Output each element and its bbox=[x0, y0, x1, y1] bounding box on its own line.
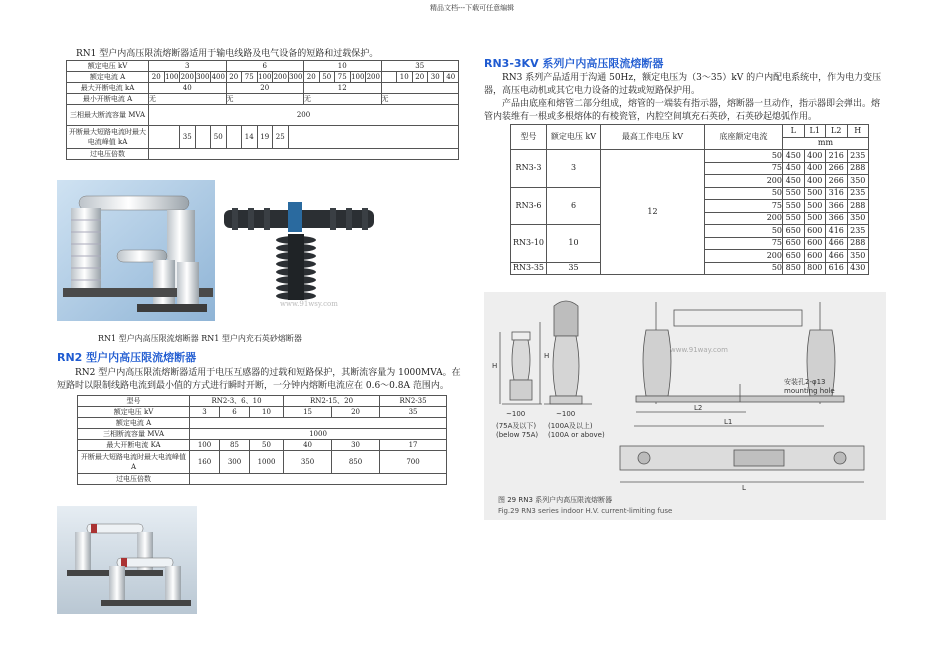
rn2-model: RN2-35 bbox=[380, 396, 447, 407]
rn3-dimension: 800 bbox=[804, 262, 826, 275]
rn2-peak: 350 bbox=[284, 451, 332, 474]
rn3-dimension: 850 bbox=[783, 262, 805, 275]
rn1-current bbox=[381, 72, 397, 83]
rn3-head-mm: mm bbox=[783, 137, 869, 150]
rn3-dimension: 316 bbox=[826, 187, 848, 200]
rn3-dimension: 450 bbox=[783, 150, 805, 163]
rn2-maxbreak: 40 bbox=[284, 440, 332, 451]
rn1-peak-empty bbox=[195, 126, 211, 149]
rn3-dimension: 466 bbox=[826, 250, 848, 263]
rn1-current: 50 bbox=[319, 72, 335, 83]
rn1-current: 20 bbox=[412, 72, 428, 83]
rn1-minbreak-label: 最小开断电流 A bbox=[67, 94, 149, 105]
rn3-model: RN3-3 bbox=[511, 150, 547, 188]
rn3-model: RN3-35 bbox=[511, 262, 547, 275]
rn3-title: RN3-3KV 系列户内高压限流熔断器 bbox=[484, 57, 664, 70]
rn3-voltage: 10 bbox=[547, 225, 601, 263]
rn1-maxbreak: 40 bbox=[149, 83, 227, 94]
rn2-table bbox=[77, 395, 447, 485]
rn1-quartz-fuse-photo bbox=[220, 188, 382, 310]
rn1-peak-empty bbox=[226, 126, 242, 149]
drawing-hole-label: mounting hole bbox=[784, 387, 835, 395]
photo-watermark: www.91wsy.com bbox=[280, 300, 338, 308]
rn3-head-L: L bbox=[783, 125, 805, 138]
rn3-dimension: 288 bbox=[847, 162, 869, 175]
rn1-minbreak: 无 bbox=[304, 94, 382, 105]
rn3-dimension: 616 bbox=[826, 262, 848, 275]
rn3-dimension: 288 bbox=[847, 200, 869, 213]
rn1-intro: RN1 型户内高压限流熔断器适用于输电线路及电气设备的短路和过载保护。 bbox=[76, 49, 379, 59]
rn2-model-label: 型号 bbox=[78, 396, 190, 407]
rn3-voltage: 35 bbox=[547, 262, 601, 275]
rn3-head-L2: L2 bbox=[826, 125, 848, 138]
drawing-note: (75A及以下) bbox=[496, 422, 537, 430]
drawing-note: (100A or above) bbox=[548, 431, 605, 439]
rn3-dimension: 366 bbox=[826, 212, 848, 225]
rn2-maxbreak: 17 bbox=[380, 440, 447, 451]
rn1-current: 300 bbox=[289, 73, 303, 81]
drawing-caption-cn: 图 29 RN3 系列户内高压限流熔断器 bbox=[498, 496, 613, 504]
rn2-model: RN2-3、6、10 bbox=[190, 396, 284, 407]
rn3-table bbox=[510, 124, 869, 275]
rn2-peak: 1000 bbox=[250, 451, 284, 474]
rn3-dimension: 235 bbox=[847, 150, 869, 163]
rn1-voltage: 6 bbox=[226, 61, 304, 72]
rn1-peak-label: 开断最大短路电流时最大电流峰值 kA bbox=[67, 126, 149, 149]
rn1-overcurrent-empty bbox=[149, 149, 459, 160]
drawing-caption-en: Fig.29 RN3 series indoor H.V. current-limiting fuse bbox=[498, 507, 673, 515]
rn3-dimension: 550 bbox=[783, 212, 805, 225]
rn3-dimension: 216 bbox=[826, 150, 848, 163]
drawing-L-label: L bbox=[742, 484, 746, 492]
rn2-peak: 160 bbox=[190, 451, 220, 474]
rn3-base-current: 200 bbox=[705, 250, 783, 263]
rn3-dimension: 400 bbox=[804, 175, 826, 188]
rn2-maxbreak: 50 bbox=[250, 440, 284, 451]
rn1-current: 300 bbox=[196, 73, 210, 81]
rn3-dimension: 350 bbox=[847, 175, 869, 188]
rn2-overvoltage-empty bbox=[190, 474, 447, 485]
rn3-dimension: 450 bbox=[783, 175, 805, 188]
rn2-peak-label: 开断最大短路电流时最大电流峰值 A bbox=[78, 451, 190, 474]
rn1-current: 75 bbox=[242, 72, 258, 83]
rn3-base-current: 50 bbox=[705, 225, 783, 238]
rn3-dimension: 350 bbox=[847, 212, 869, 225]
drawing-L1-label: L1 bbox=[724, 418, 733, 426]
rn3-dimension: 600 bbox=[804, 250, 826, 263]
rn1-overcurrent-label: 过电压倍数 bbox=[67, 149, 149, 160]
rn1-current: 20 bbox=[149, 72, 165, 83]
rn3-dimension: 500 bbox=[804, 200, 826, 213]
rn3-base-current: 50 bbox=[705, 262, 783, 275]
rn1-caption: RN1 型户内高压限流熔断器 RN1 型户内充石英砂熔断器 bbox=[98, 334, 302, 343]
rn3-base-current: 200 bbox=[705, 212, 783, 225]
rn1-capacity-label: 三相最大断流容量 MVA bbox=[67, 105, 149, 126]
rn3-head-maxvoltage: 最高工作电压 kV bbox=[601, 125, 705, 150]
rn3-dimension: 400 bbox=[804, 162, 826, 175]
drawing-L2-label: L2 bbox=[694, 404, 703, 412]
rn1-peak: 14 bbox=[242, 126, 258, 149]
rn3-dimension: 350 bbox=[847, 250, 869, 263]
rn3-dimension: 500 bbox=[804, 212, 826, 225]
rn1-current: 200 bbox=[180, 73, 194, 81]
rn3-dimension: 450 bbox=[783, 162, 805, 175]
rn3-dimension: 500 bbox=[804, 187, 826, 200]
rn1-maxbreak: 12 bbox=[304, 83, 382, 94]
rn2-peak: 300 bbox=[220, 451, 250, 474]
rn3-dimension-drawing bbox=[484, 292, 886, 520]
rn2-voltage: 6 bbox=[220, 407, 250, 418]
rn3-voltage: 3 bbox=[547, 150, 601, 188]
drawing-H-label: H bbox=[544, 352, 550, 360]
rn2-voltage: 15 bbox=[284, 407, 332, 418]
rn3-base-current: 50 bbox=[705, 150, 783, 163]
rn3-model: RN3-10 bbox=[511, 225, 547, 263]
rn1-current: 200 bbox=[366, 73, 380, 81]
drawing-dim: ~100 bbox=[506, 410, 526, 418]
rn3-head-model: 型号 bbox=[511, 125, 547, 150]
rn1-current: 100 bbox=[351, 73, 365, 81]
rn1-current: 100 bbox=[165, 73, 179, 81]
rn3-max-voltage: 12 bbox=[601, 150, 705, 275]
rn3-base-current: 200 bbox=[705, 175, 783, 188]
rn3-dimension: 600 bbox=[804, 225, 826, 238]
drawing-H-label: H bbox=[492, 362, 498, 370]
rn1-minbreak: 无 bbox=[381, 94, 459, 105]
rn2-maxbreak: 30 bbox=[332, 440, 380, 451]
rn2-maxbreak: 100 bbox=[190, 440, 220, 451]
rn3-intro-2: 产品由底座和熔管二部分组成，熔管的一端装有指示器，熔断器一旦动作，指示器即会弹出。熔管内装维有一根或多根熔体的有棱瓷管，内腔空间填充石英砂，石英砂起熄弧作用。 bbox=[484, 99, 881, 122]
drawing-watermark: www.91way.com bbox=[670, 346, 728, 354]
drawing-note: (100A及以上) bbox=[548, 422, 593, 430]
rn2-current-empty bbox=[190, 418, 447, 429]
rn1-current: 75 bbox=[335, 72, 351, 83]
rn3-dimension: 266 bbox=[826, 175, 848, 188]
rn2-maxbreak: 85 bbox=[220, 440, 250, 451]
rn2-voltage: 10 bbox=[250, 407, 284, 418]
rn3-base-current: 75 bbox=[705, 162, 783, 175]
rn2-voltage-label: 额定电压 kV bbox=[78, 407, 190, 418]
rn2-overvoltage-label: 过电压倍数 bbox=[78, 474, 190, 485]
rn1-current: 400 bbox=[211, 73, 225, 81]
rn1-voltage: 35 bbox=[381, 61, 459, 72]
drawing-hole-label: 安装孔2-φ13 bbox=[784, 378, 826, 386]
drawing-note: (below 75A) bbox=[496, 431, 539, 439]
rn1-peak: 35 bbox=[180, 126, 196, 149]
rn1-current: 100 bbox=[258, 73, 272, 81]
rn1-table bbox=[66, 60, 459, 160]
page-header: 精品文档---下载可任意编辑 bbox=[430, 4, 515, 12]
rn1-capacity: 200 bbox=[149, 105, 459, 126]
rn1-peak: 19 bbox=[257, 126, 273, 149]
rn1-current: 10 bbox=[397, 72, 413, 83]
rn3-dimension: 650 bbox=[783, 237, 805, 250]
rn2-voltage: 3 bbox=[190, 407, 220, 418]
rn3-dimension: 416 bbox=[826, 225, 848, 238]
rn3-head-H: H bbox=[847, 125, 869, 138]
rn3-head-voltage: 额定电压 kV bbox=[547, 125, 601, 150]
rn2-fuse-photo bbox=[57, 506, 197, 614]
rn1-current: 30 bbox=[428, 72, 444, 83]
rn2-peak: 700 bbox=[380, 451, 447, 474]
rn3-dimension: 550 bbox=[783, 200, 805, 213]
rn1-peak-empty bbox=[149, 126, 180, 149]
rn2-voltage: 20 bbox=[332, 407, 380, 418]
rn2-capacity-label: 三相断流容量 MVA bbox=[78, 429, 190, 440]
rn1-voltage-label: 额定电压 kV bbox=[67, 61, 149, 72]
rn3-dimension: 366 bbox=[826, 200, 848, 213]
rn3-head-current: 底座额定电流 bbox=[705, 125, 783, 150]
rn2-model: RN2-15、20 bbox=[284, 396, 380, 407]
rn2-maxbreak-label: 最大开断电流 KA bbox=[78, 440, 190, 451]
rn1-current-label: 额定电流 A bbox=[67, 72, 149, 83]
rn1-fuse-photo bbox=[57, 180, 215, 321]
rn1-current: 20 bbox=[304, 72, 320, 83]
rn3-dimension: 650 bbox=[783, 225, 805, 238]
rn1-minbreak: 无 bbox=[226, 94, 304, 105]
rn3-dimension: 600 bbox=[804, 237, 826, 250]
rn3-head-L1: L1 bbox=[804, 125, 826, 138]
rn2-peak: 850 bbox=[332, 451, 380, 474]
rn2-voltage: 35 bbox=[380, 407, 447, 418]
rn3-intro-1: RN3 系列产品适用于沟通 50Hz，额定电压为（3～35）kV 的户内配电系统中，作为电力变压器，高压电动机或其它电力设备的过载或短路保护用。 bbox=[484, 73, 882, 96]
rn3-dimension: 235 bbox=[847, 187, 869, 200]
rn2-title: RN2 型户内高压限流熔断器 bbox=[57, 351, 197, 364]
rn1-peak: 50 bbox=[211, 126, 227, 149]
drawing-dim: ~100 bbox=[556, 410, 576, 418]
rn3-dimension: 400 bbox=[804, 150, 826, 163]
rn2-current-label: 额定电流 A bbox=[78, 418, 190, 429]
rn1-peak-empty bbox=[288, 126, 459, 149]
rn3-dimension: 288 bbox=[847, 237, 869, 250]
rn3-dimension: 430 bbox=[847, 262, 869, 275]
rn3-base-current: 50 bbox=[705, 187, 783, 200]
rn1-minbreak: 无 bbox=[149, 94, 227, 105]
rn3-dimension: 466 bbox=[826, 237, 848, 250]
rn1-maxbreak: 20 bbox=[226, 83, 304, 94]
rn3-base-current: 75 bbox=[705, 237, 783, 250]
rn3-voltage: 6 bbox=[547, 187, 601, 225]
rn2-capacity: 1000 bbox=[190, 429, 447, 440]
rn1-voltage: 10 bbox=[304, 61, 382, 72]
rn3-model: RN3-6 bbox=[511, 187, 547, 225]
rn2-intro: RN2 型户内高压限流熔断器适用于电压互感器的过载和短路保护，其断流容量为 1000MVA。在短路时以限制线路电流到最小值的方式进行瞬时开断，一分钟内熔断电流应在 0.6～0.8A 范围内。 bbox=[57, 368, 461, 391]
rn3-base-current: 75 bbox=[705, 200, 783, 213]
rn1-peak: 25 bbox=[273, 126, 289, 149]
rn1-current: 200 bbox=[273, 73, 287, 81]
rn3-dimension: 235 bbox=[847, 225, 869, 238]
rn1-voltage: 3 bbox=[149, 61, 227, 72]
rn1-maxbreak bbox=[381, 83, 459, 94]
rn3-dimension: 266 bbox=[826, 162, 848, 175]
rn1-current: 40 bbox=[443, 72, 459, 83]
rn3-dimension: 650 bbox=[783, 250, 805, 263]
rn1-maxbreak-label: 最大开断电流 kA bbox=[67, 83, 149, 94]
rn1-current: 20 bbox=[226, 72, 242, 83]
rn3-dimension: 550 bbox=[783, 187, 805, 200]
